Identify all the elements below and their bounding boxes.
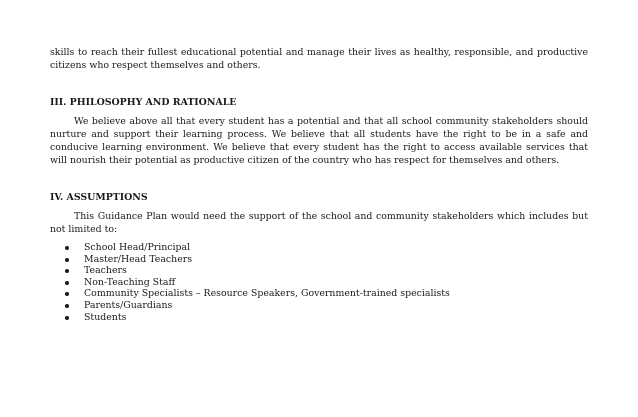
section-heading-assumptions: IV. ASSUMPTIONS <box>50 192 148 203</box>
list-item <box>84 300 588 312</box>
bullet-icon <box>65 258 69 262</box>
section-heading-philosophy: III. PHILOSOPHY AND RATIONALE <box>50 97 237 108</box>
list-item <box>84 288 588 300</box>
list-item <box>84 254 588 266</box>
list-item-text: Parents/Guardians <box>84 299 173 311</box>
continuation-paragraph: skills to reach their fullest educational potential and manage their lives as healthy, responsible, and productive citizens who respect themselves and others. <box>50 47 588 71</box>
bullet-icon <box>65 246 69 250</box>
assumptions-paragraph: This Guidance Plan would need the support of the school and community stakeholders which includes but not limited to: <box>50 211 588 235</box>
spacer <box>50 167 588 191</box>
list-item <box>84 265 588 277</box>
philosophy-paragraph: We believe above all that every student has a potential and that all school community stakeholders should nurture and support their learning process. We believe that all students have the right to be in a safe and conducive learning environment. We believe that every student has the right to access available services that will nourish their potential as productive citizen of the country who has respect for themselves and others. <box>50 116 588 166</box>
bullet-icon <box>65 281 69 285</box>
list-item <box>84 312 588 324</box>
list-item-text: Community Specialists – Resource Speakers, Government-trained specialists <box>84 288 450 300</box>
stakeholder-list <box>50 242 588 323</box>
bullet-icon <box>65 304 69 308</box>
list-item <box>84 242 588 254</box>
spacer <box>50 72 588 96</box>
list-item-text: Students <box>84 311 127 323</box>
list-item-text: Non-Teaching Staff <box>84 276 176 288</box>
list-item <box>84 277 588 289</box>
list-item-text: School Head/Principal <box>84 242 191 253</box>
bullet-icon <box>65 292 69 296</box>
bullet-icon <box>65 316 69 320</box>
document-page <box>50 46 588 323</box>
list-item-text: Master/Head Teachers <box>84 253 193 265</box>
list-item-text: Teachers <box>84 265 127 277</box>
bullet-icon <box>65 269 69 273</box>
